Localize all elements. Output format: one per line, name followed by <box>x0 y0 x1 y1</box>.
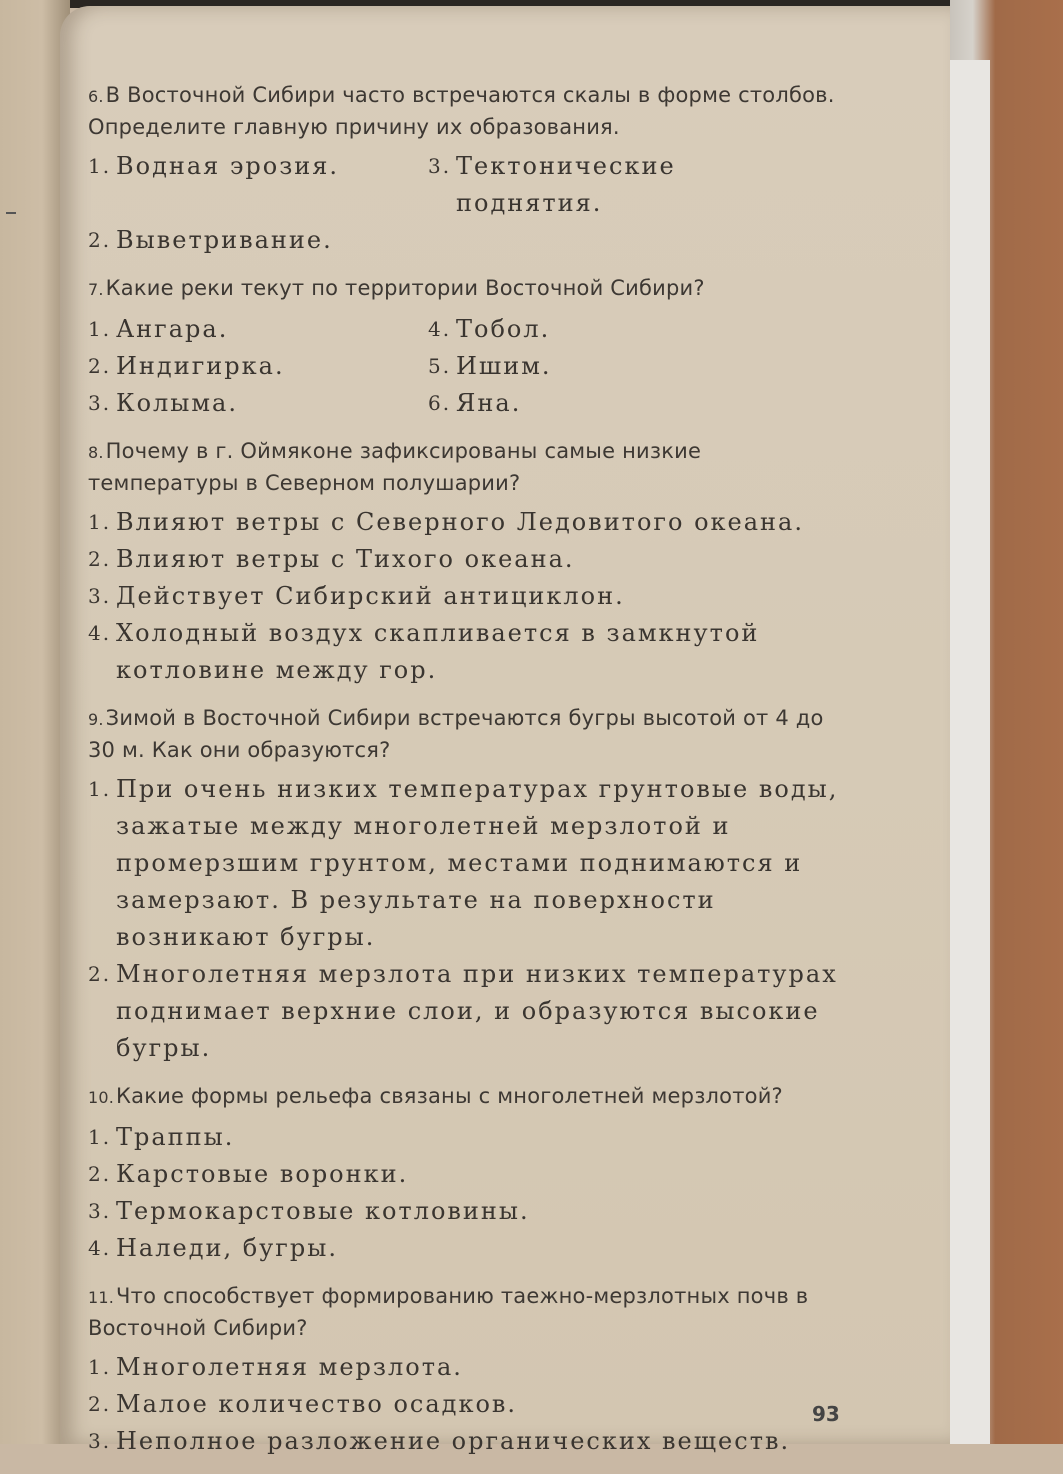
question-block <box>88 273 848 422</box>
option-number: 4. <box>428 317 452 341</box>
question-block <box>88 80 848 259</box>
option-text: Тобол. <box>456 315 551 343</box>
question-number: 9. <box>88 710 104 729</box>
option-text: Многолетняя мерзлота. <box>116 1353 463 1381</box>
option-number: 3. <box>88 1199 112 1223</box>
option-number: 2. <box>88 228 112 252</box>
answer-options <box>88 771 848 1067</box>
option-number: 2. <box>88 354 112 378</box>
question-number: 7. <box>88 280 104 299</box>
pen-mark <box>6 212 16 214</box>
question-text <box>88 703 848 765</box>
option-number: 2. <box>88 547 112 571</box>
option-text: Ишим. <box>456 352 552 380</box>
answer-options <box>88 504 848 689</box>
option-text: Траппы. <box>116 1123 235 1151</box>
option-number: 4. <box>88 1236 112 1260</box>
question-block <box>88 703 848 1067</box>
option-text: Многолетняя мерзлота при низких температурах поднимает верхние слои, и образуются высокие бугры. <box>116 960 838 1062</box>
option-number: 1. <box>88 510 112 534</box>
answer-option <box>428 311 828 348</box>
answer-option <box>88 385 428 422</box>
option-text: Выветривание. <box>116 226 333 254</box>
question-number: 10. <box>88 1088 115 1107</box>
page-content <box>88 80 848 1474</box>
question-number: 11. <box>88 1288 115 1307</box>
option-number: 1. <box>88 1125 112 1149</box>
question-text <box>88 1281 848 1343</box>
question-text <box>88 80 848 142</box>
question-label: Зимой в Восточной Сибири встречаются бугры высотой от 4 до 30 м. Как они образуются? <box>88 706 824 762</box>
option-text: Неполное разложение органических веществ. <box>116 1427 791 1455</box>
answer-option <box>88 771 848 956</box>
answer-options <box>88 1349 848 1460</box>
answer-option <box>88 956 848 1067</box>
answer-option <box>88 1156 848 1193</box>
answer-option <box>428 222 828 259</box>
option-text: Тектонические поднятия. <box>456 152 676 217</box>
question-label: Какие формы рельефа связаны с многолетней мерзлотой? <box>116 1084 783 1108</box>
option-number: 1. <box>88 317 112 341</box>
option-text: Колыма. <box>116 389 238 417</box>
option-text: Карстовые воронки. <box>116 1160 409 1188</box>
answer-option <box>428 348 828 385</box>
answer-option <box>88 311 428 348</box>
answer-option <box>428 385 828 422</box>
option-text: Малое количество осадков. <box>116 1390 518 1418</box>
paper-strip <box>950 60 990 1444</box>
option-number: 6. <box>428 391 452 415</box>
answer-option <box>88 222 428 259</box>
option-text: Влияют ветры с Северного Ледовитого океана. <box>116 508 804 536</box>
answer-options <box>88 148 848 259</box>
answer-option <box>88 348 428 385</box>
option-text <box>456 222 828 259</box>
answer-option <box>88 1193 848 1230</box>
answer-option <box>88 1119 848 1156</box>
answer-option <box>88 1349 848 1386</box>
question-text <box>88 1081 848 1113</box>
question-block <box>88 436 848 689</box>
option-text: Действует Сибирский антициклон. <box>116 582 625 610</box>
option-number: 2. <box>88 962 112 986</box>
option-number: 3. <box>88 584 112 608</box>
answer-option <box>88 1423 848 1460</box>
option-number: 3. <box>88 391 112 415</box>
option-text: Холодный воздух скапливается в замкнутой котловине между гор. <box>116 619 760 684</box>
option-number: 1. <box>88 777 112 801</box>
option-number: 2. <box>88 1392 112 1416</box>
option-number: 1. <box>88 1355 112 1379</box>
question-label: Почему в г. Оймяконе зафиксированы самые низкие температуры в Северном полушарии? <box>88 439 702 495</box>
option-number: 3. <box>428 154 452 178</box>
option-number: 5. <box>428 354 452 378</box>
answer-option <box>88 615 848 689</box>
option-number: 1. <box>88 154 112 178</box>
option-text: При очень низких температурах грунтовые воды, зажатые между многолетней мерзлотой и промерзшим грунтом, местами поднимаются и замерзают. В результате на поверхности возникают бугры. <box>116 775 839 951</box>
question-block <box>88 1281 848 1460</box>
option-text: Наледи, бугры. <box>116 1234 338 1262</box>
option-number: 2. <box>88 1162 112 1186</box>
answer-option <box>428 148 828 222</box>
option-text: Влияют ветры с Тихого океана. <box>116 545 575 573</box>
option-text: Термокарстовые котловины. <box>116 1197 530 1225</box>
question-text <box>88 273 848 305</box>
answer-option <box>88 1230 848 1267</box>
question-label: Что способствует формированию таежно-мерзлотных почв в Восточной Сибири? <box>88 1284 809 1340</box>
page-number: 93 <box>812 1402 840 1426</box>
question-text <box>88 436 848 498</box>
question-label: Какие реки текут по территории Восточной Сибири? <box>105 276 705 300</box>
answer-option <box>88 504 848 541</box>
question-block <box>88 1081 848 1267</box>
option-number: 4. <box>88 621 112 645</box>
option-text: Индигирка. <box>116 352 285 380</box>
question-number: 8. <box>88 443 104 462</box>
option-text: Яна. <box>456 389 522 417</box>
answer-options <box>88 1119 848 1267</box>
question-label: В Восточной Сибири часто встречаются скалы в форме столбов. Определите главную причину их образования. <box>88 83 835 139</box>
answer-option <box>88 148 428 222</box>
answer-option <box>88 541 848 578</box>
answer-option <box>88 1386 848 1423</box>
question-number: 6. <box>88 87 104 106</box>
option-text: Ангара. <box>116 315 229 343</box>
option-text: Водная эрозия. <box>116 152 340 180</box>
option-number: 3. <box>88 1429 112 1453</box>
answer-option <box>88 578 848 615</box>
answer-options <box>88 311 848 422</box>
option-number <box>428 222 456 259</box>
